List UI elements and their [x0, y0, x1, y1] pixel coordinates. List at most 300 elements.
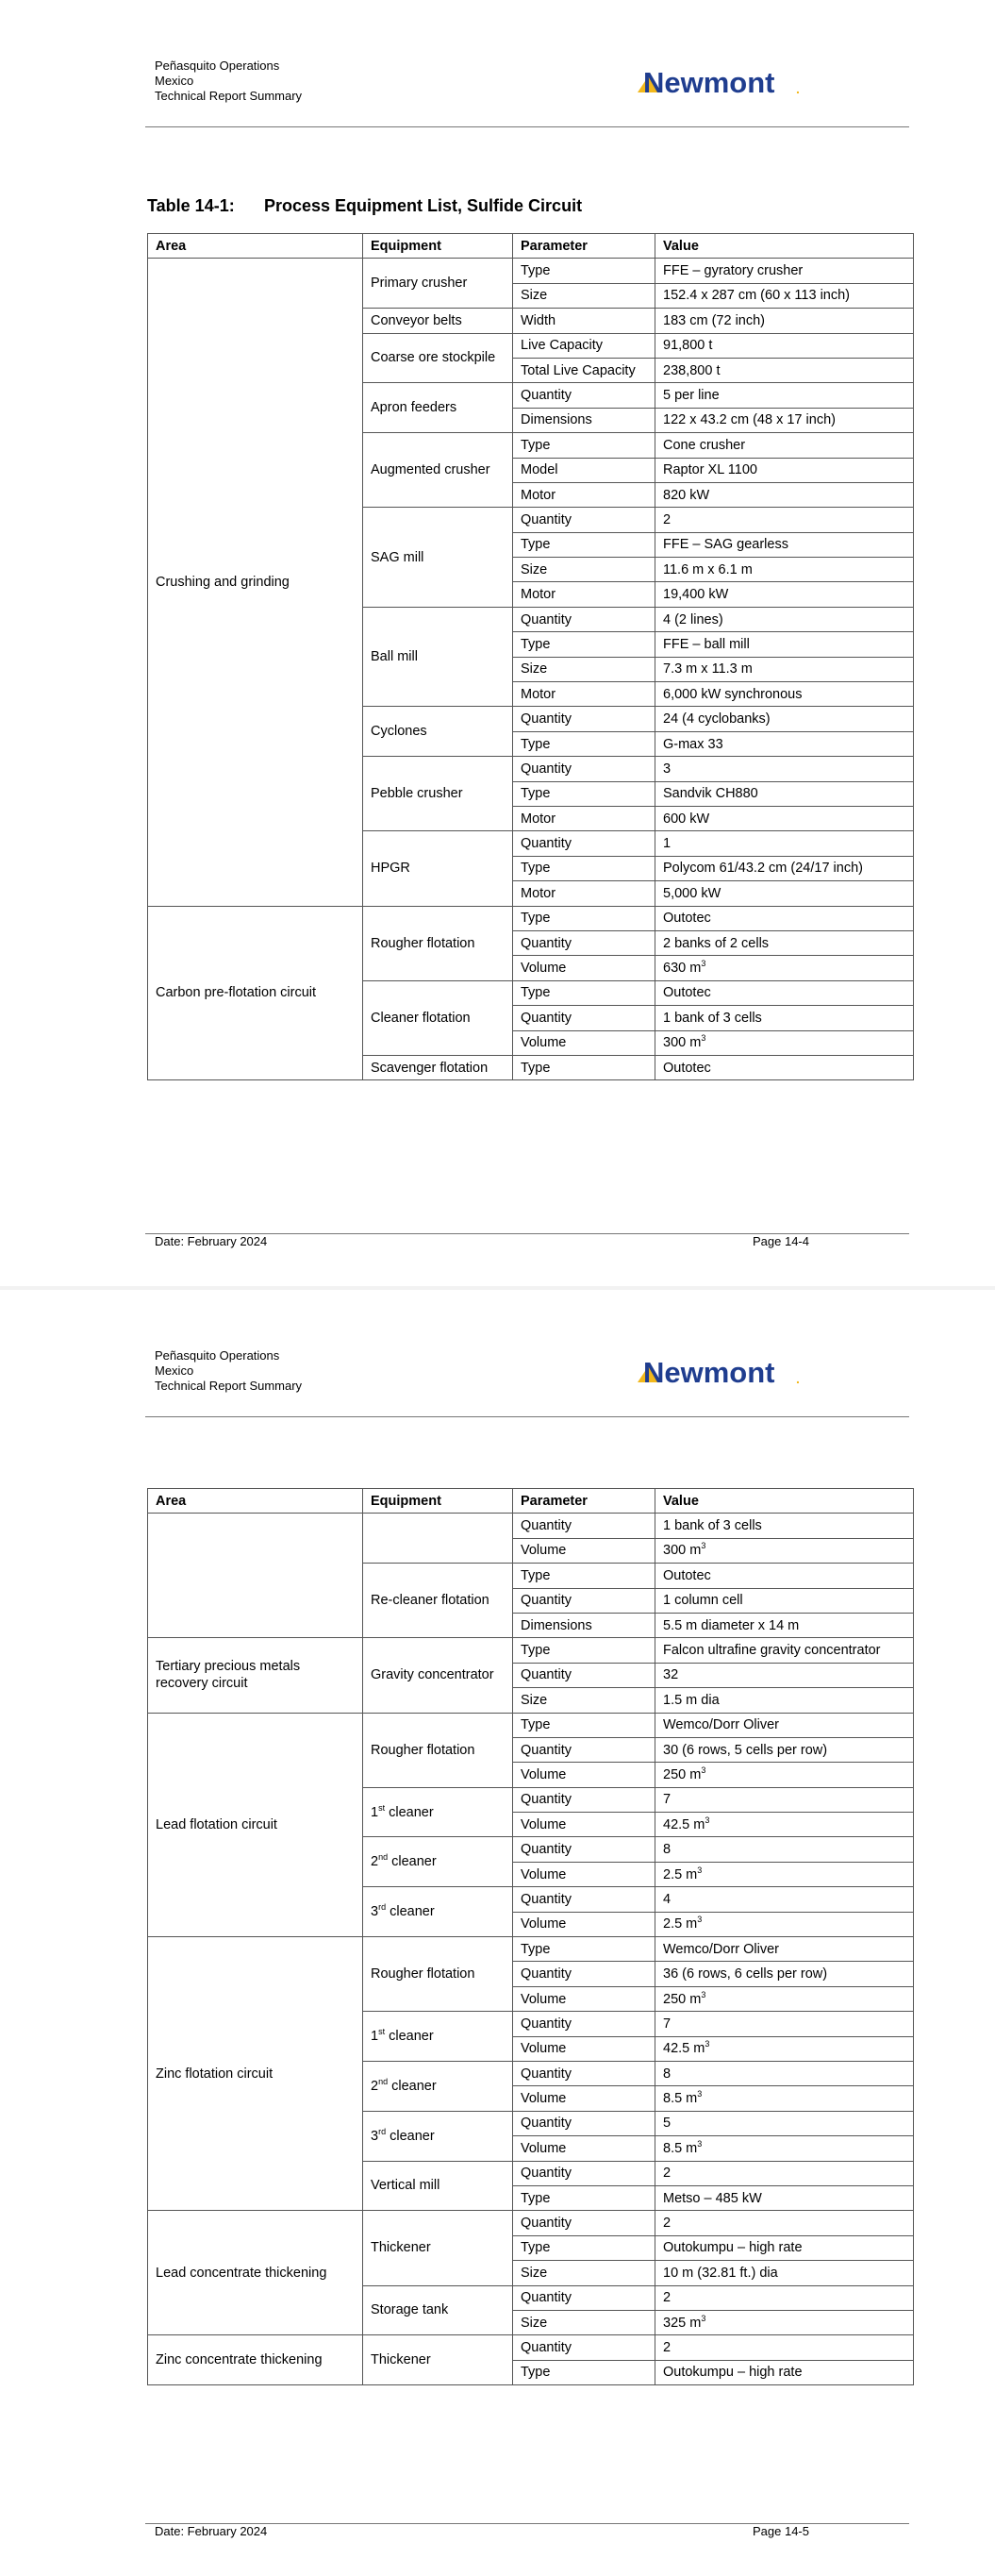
cell-text: 36 (6 rows, 6 cells per row) [663, 1966, 828, 1982]
equipment-table [147, 233, 914, 1080]
header-divider [145, 1416, 909, 1417]
table-cell [655, 2335, 914, 2360]
table-cell [513, 1962, 655, 1986]
cell-text: Type [521, 2240, 551, 2256]
table-cell [148, 259, 363, 906]
cell-text: Dimensions [521, 412, 592, 428]
cell-text: Type [521, 1941, 551, 1957]
table-cell [655, 433, 914, 458]
cell-superscript: 3 [697, 1915, 703, 1925]
table-row [148, 906, 914, 930]
page-header [155, 59, 302, 104]
table-cell [655, 731, 914, 756]
col-header-area: Area [148, 234, 363, 259]
cell-text: 1.5 m dia [663, 1692, 720, 1708]
table-cell [655, 1538, 914, 1563]
cell-text: 7 [663, 2016, 672, 2032]
footer-page-number: Page 14-5 [753, 2524, 809, 2538]
cell-text: Total Live Capacity [521, 362, 636, 378]
table-cell [655, 2285, 914, 2310]
cell-text: Cleaner flotation [371, 1010, 471, 1026]
cell-text: Quantity [521, 1593, 572, 1609]
cell-text: 5 per line [663, 388, 720, 404]
cell-text: 2 banks of 2 cells [663, 935, 770, 951]
table-cell [513, 2360, 655, 2384]
table-cell [655, 980, 914, 1005]
cell-text: 1 [371, 1804, 379, 1820]
cell-text: 820 kW [663, 487, 710, 503]
cell-text: Polycom 61/43.2 cm (24/17 inch) [663, 861, 863, 877]
table-cell [513, 2036, 655, 2061]
table-row [148, 1638, 914, 1663]
table-cell [363, 1787, 513, 1837]
table-row [148, 2335, 914, 2360]
cell-text: Type [521, 437, 551, 453]
table-cell [513, 657, 655, 681]
cell-text: 1 column cell [663, 1593, 743, 1609]
table-cell [148, 1937, 363, 2211]
cell-text: 5.5 m diameter x 14 m [663, 1617, 800, 1633]
cell-text: 8.5 m [663, 2140, 698, 2156]
table-cell [513, 2310, 655, 2334]
cell-text: Outokumpu – high rate [663, 2240, 803, 2256]
cell-text: Quantity [521, 1891, 572, 1907]
table-cell [655, 1564, 914, 1588]
table-cell [655, 1837, 914, 1862]
logo-dot: . [796, 81, 800, 96]
cell-text: Outotec [663, 911, 711, 927]
table-header-row [148, 234, 914, 259]
cell-text: Volume [521, 961, 567, 977]
col-header-parameter: Parameter [513, 1489, 655, 1514]
cell-text: 2.5 m [663, 1866, 698, 1882]
cell-text: Quantity [521, 1667, 572, 1683]
cell-text: Quantity [521, 2339, 572, 2355]
header-company: Peñasquito Operations [155, 59, 280, 73]
cell-text: HPGR [371, 861, 410, 877]
table-cell [513, 482, 655, 507]
col-header-value: Value [655, 234, 914, 259]
cell-text: Outotec [663, 1567, 711, 1583]
table-cell [513, 856, 655, 880]
newmont-logo [638, 1354, 807, 1388]
table-cell [363, 508, 513, 608]
table-cell [513, 1564, 655, 1588]
cell-superscript: 3 [701, 2313, 706, 2323]
table-cell [363, 980, 513, 1055]
cell-text: 2 [371, 2078, 379, 2094]
cell-text: Volume [521, 1866, 567, 1882]
cell-text: 2 [663, 511, 672, 527]
cell-text: Type [521, 1060, 551, 1076]
table-cell [513, 283, 655, 308]
table-cell [363, 1713, 513, 1787]
cell-text: Volume [521, 1035, 567, 1051]
cell-text: 300 m [663, 1035, 702, 1051]
table-cell [655, 1787, 914, 1812]
table-cell [655, 806, 914, 830]
cell-text: Wemco/Dorr Oliver [663, 1941, 779, 1957]
table-cell [655, 383, 914, 408]
table-cell [363, 2285, 513, 2335]
table-cell [655, 607, 914, 631]
cell-text: Rougher flotation [371, 1966, 475, 1982]
cell-superscript: rd [378, 2126, 387, 2136]
equipment-table-continued [147, 1488, 914, 2385]
cell-text: Live Capacity [521, 338, 604, 354]
cell-text: 250 m [663, 1991, 702, 2007]
cell-text: 42.5 m [663, 1816, 705, 1832]
cell-text: Width [521, 312, 556, 328]
cell-text: Rougher flotation [371, 935, 475, 951]
table-cell [513, 2335, 655, 2360]
cell-text: 3 [371, 1904, 379, 1920]
cell-text: Quantity [521, 2290, 572, 2306]
cell-text: 2 [663, 2290, 672, 2306]
cell-text: Apron feeders [371, 400, 457, 416]
cell-text: 8.5 m [663, 2091, 698, 2107]
col-header-value: Value [655, 1489, 914, 1514]
cell-text: Motor [521, 885, 556, 901]
cell-text: Ball mill [371, 649, 418, 665]
table-cell [513, 682, 655, 707]
cell-superscript: 3 [701, 1033, 706, 1044]
cell-text: 7.3 m x 11.3 m [663, 661, 753, 677]
cell-superscript: 3 [701, 1989, 706, 1999]
table-cell [513, 980, 655, 1005]
cell-text: Motor [521, 487, 556, 503]
cell-text: Type [521, 736, 551, 752]
cell-text: Volume [521, 1916, 567, 1932]
footer-page-number: Page 14-4 [753, 1234, 809, 1248]
cell-text-suffix: cleaner [386, 1904, 435, 1920]
cell-text: Tertiary precious metals recovery circuit [156, 1659, 301, 1692]
table-title: Process Equipment List, Sulfide Circuit [264, 196, 583, 215]
cell-text: G-max 33 [663, 736, 723, 752]
cell-text: 5,000 kW [663, 885, 721, 901]
table-cell [655, 259, 914, 283]
table-cell [363, 607, 513, 707]
cell-superscript: rd [378, 1902, 387, 1913]
table-cell [363, 906, 513, 980]
cell-text: Quantity [521, 388, 572, 404]
table-cell [655, 1962, 914, 1986]
cell-text: 5 [663, 2116, 672, 2132]
table-cell [148, 2211, 363, 2335]
col-header-equipment: Equipment [363, 1489, 513, 1514]
cell-text: Cyclones [371, 724, 427, 740]
cell-text: 630 m [663, 961, 702, 977]
table-cell [513, 1638, 655, 1663]
cell-superscript: 3 [705, 1815, 710, 1825]
logo-wordmark: Newmont [643, 66, 775, 98]
table-cell [513, 2211, 655, 2235]
table-cell [148, 1638, 363, 1713]
cell-text: Type [521, 2190, 551, 2206]
table-cell [513, 1006, 655, 1030]
cell-text: 1 [663, 836, 672, 852]
table-cell [513, 1663, 655, 1687]
table-cell [655, 1887, 914, 1912]
table-cell [513, 806, 655, 830]
cell-text: Quantity [521, 511, 572, 527]
table-cell [655, 1763, 914, 1787]
header-report-type: Technical Report Summary [155, 89, 303, 103]
table-cell [363, 383, 513, 433]
table-cell [513, 1713, 655, 1737]
table-cell [655, 1862, 914, 1886]
table-cell [655, 1588, 914, 1613]
table-cell [363, 1937, 513, 2012]
table-cell [655, 482, 914, 507]
table-cell [513, 508, 655, 532]
table-cell [513, 1837, 655, 1862]
table-cell [363, 2335, 513, 2385]
cell-text: Type [521, 861, 551, 877]
table-cell [513, 731, 655, 756]
cell-text: Size [521, 561, 548, 577]
cell-text-suffix: cleaner [386, 2128, 435, 2144]
table-cell [513, 1986, 655, 2011]
table-cell [513, 532, 655, 557]
cell-text: Scavenger flotation [371, 1060, 489, 1076]
cell-text: FFE – SAG gearless [663, 537, 788, 553]
table-cell [363, 2061, 513, 2111]
table-cell [655, 283, 914, 308]
table-cell [363, 1837, 513, 1887]
cell-text: Conveyor belts [371, 312, 462, 328]
table-cell [513, 1514, 655, 1538]
cell-text: 238,800 t [663, 362, 721, 378]
table-cell [513, 707, 655, 731]
table-cell [513, 757, 655, 781]
page-header [155, 1348, 302, 1394]
cell-text: Quantity [521, 836, 572, 852]
header-company: Peñasquito Operations [155, 1348, 280, 1363]
table-cell [655, 333, 914, 358]
cell-text: Volume [521, 2091, 567, 2107]
report-page [0, 1290, 995, 2576]
table-cell [513, 2111, 655, 2135]
cell-text: Falcon ultrafine gravity concentrator [663, 1643, 881, 1659]
table-cell [513, 458, 655, 482]
footer-date: Date: February 2024 [155, 2524, 268, 2538]
newmont-logo [638, 64, 807, 98]
header-report-type: Technical Report Summary [155, 1379, 303, 1393]
cell-text: 2 [371, 1854, 379, 1870]
table-cell [513, 1937, 655, 1962]
cell-text: Lead concentrate thickening [156, 2265, 327, 2281]
cell-text: 11.6 m x 6.1 m [663, 561, 753, 577]
table-cell [148, 1514, 363, 1638]
table-cell [655, 2086, 914, 2111]
table-cell [363, 2111, 513, 2161]
cell-superscript: st [378, 2027, 386, 2037]
cell-text: Quantity [521, 711, 572, 728]
table-cell [513, 607, 655, 631]
table-cell [655, 1912, 914, 1936]
cell-text: 1 [371, 2029, 379, 2045]
cell-text: Quantity [521, 1742, 572, 1758]
cell-text: Rougher flotation [371, 1742, 475, 1758]
cell-text: Crushing and grinding [156, 574, 290, 590]
table-cell [513, 906, 655, 930]
cell-text-suffix: cleaner [388, 2078, 437, 2094]
cell-text: Type [521, 1643, 551, 1659]
table-cell [513, 1887, 655, 1912]
cell-text: Cone crusher [663, 437, 746, 453]
cell-text: FFE – ball mill [663, 636, 750, 652]
table-cell [513, 930, 655, 955]
cell-text: Augmented crusher [371, 462, 490, 478]
table-cell [655, 582, 914, 607]
table-cell [655, 781, 914, 806]
cell-text: Carbon pre-flotation circuit [156, 985, 317, 1001]
table-cell [513, 2136, 655, 2161]
table-cell [513, 1055, 655, 1079]
cell-text: Volume [521, 1766, 567, 1782]
table-cell [655, 2061, 914, 2085]
table-cell [513, 1862, 655, 1886]
col-header-equipment: Equipment [363, 234, 513, 259]
table-cell [513, 781, 655, 806]
cell-text: Volume [521, 2041, 567, 2057]
cell-text: Motor [521, 686, 556, 702]
col-header-parameter: Parameter [513, 234, 655, 259]
table-cell [655, 1937, 914, 1962]
footer-date: Date: February 2024 [155, 1234, 268, 1248]
cell-text: Sandvik CH880 [663, 786, 758, 802]
table-cell [513, 1538, 655, 1563]
table-cell [363, 1514, 513, 1564]
cell-text: Pebble crusher [371, 786, 463, 802]
cell-superscript: 3 [701, 1541, 706, 1551]
table-cell [655, 2235, 914, 2260]
table-cell [655, 831, 914, 856]
cell-text: 1 bank of 3 cells [663, 1518, 762, 1534]
cell-text: Size [521, 2315, 548, 2331]
cell-text: Volume [521, 1816, 567, 1832]
cell-superscript: 3 [697, 2139, 703, 2149]
report-page [0, 0, 995, 1286]
table-row [148, 2211, 914, 2235]
header-country: Mexico [155, 74, 194, 88]
table-cell [363, 333, 513, 383]
cell-text: 600 kW [663, 811, 710, 827]
cell-text: Size [521, 1692, 548, 1708]
table-cell [513, 358, 655, 382]
table-cell [363, 2211, 513, 2285]
cell-text: Gravity concentrator [371, 1667, 494, 1683]
table-body [148, 1514, 914, 2385]
table-cell [655, 532, 914, 557]
table-cell [655, 2161, 914, 2185]
cell-text: 4 [663, 1891, 672, 1907]
cell-text: Zinc flotation circuit [156, 2066, 274, 2082]
table-cell [513, 1737, 655, 1762]
table-cell [363, 2012, 513, 2062]
table-row [148, 1713, 914, 1737]
cell-text: Motor [521, 587, 556, 603]
cell-superscript: 3 [705, 2039, 710, 2049]
table-cell [655, 2136, 914, 2161]
table-cell [148, 906, 363, 1080]
table-cell [655, 2211, 914, 2235]
cell-text: 4 (2 lines) [663, 611, 723, 627]
table-cell [655, 358, 914, 382]
table-cell [655, 1055, 914, 1079]
table-cell [655, 1514, 914, 1538]
cell-superscript: 3 [697, 1865, 703, 1875]
cell-text: 10 m (32.81 ft.) dia [663, 2265, 778, 2281]
cell-text: Type [521, 1717, 551, 1733]
cell-text: 24 (4 cyclobanks) [663, 711, 771, 728]
table-cell [363, 309, 513, 333]
cell-text: Motor [521, 811, 556, 827]
cell-text: 7 [663, 1792, 672, 1808]
table-cell [513, 2086, 655, 2111]
table-cell [655, 856, 914, 880]
table-cell [655, 1638, 914, 1663]
table-cell [513, 558, 655, 582]
table-cell [513, 1030, 655, 1055]
cell-text: 300 m [663, 1543, 702, 1559]
table-cell [655, 309, 914, 333]
cell-text: Quantity [521, 935, 572, 951]
table-cell [513, 433, 655, 458]
table-cell [513, 2161, 655, 2185]
table-cell [513, 881, 655, 906]
cell-text: SAG mill [371, 549, 424, 565]
cell-text: 32 [663, 1667, 679, 1683]
cell-text: FFE – gyratory crusher [663, 263, 804, 279]
table-cell [513, 2061, 655, 2085]
cell-text: 152.4 x 287 cm (60 x 113 inch) [663, 288, 851, 304]
table-cell [513, 1588, 655, 1613]
table-cell [363, 1055, 513, 1079]
table-cell [655, 2310, 914, 2334]
table-cell [363, 1564, 513, 1638]
table-cell [148, 1713, 363, 1937]
table-cell [513, 259, 655, 283]
cell-text: Outotec [663, 1060, 711, 1076]
table-cell [513, 1787, 655, 1812]
cell-text: Type [521, 537, 551, 553]
table-cell [513, 2235, 655, 2260]
cell-text: 2.5 m [663, 1916, 698, 1932]
cell-text: Volume [521, 1543, 567, 1559]
cell-text: Type [521, 786, 551, 802]
logo-dot: . [796, 1371, 800, 1386]
cell-text: Size [521, 661, 548, 677]
cell-text: 3 [371, 2128, 379, 2144]
cell-text: Zinc concentrate thickening [156, 2352, 323, 2368]
table-caption [147, 196, 582, 216]
table-cell [363, 1887, 513, 1937]
cell-text: 8 [663, 1842, 672, 1858]
table-row [148, 259, 914, 283]
table-header-row [148, 1489, 914, 1514]
cell-text: Volume [521, 1991, 567, 2007]
cell-text: Quantity [521, 1966, 572, 1982]
table-cell [655, 1030, 914, 1055]
table-cell [655, 956, 914, 980]
cell-text: 19,400 kW [663, 587, 729, 603]
cell-text: Outokumpu – high rate [663, 2365, 803, 2381]
cell-text: 3 [663, 761, 672, 777]
cell-text: Outotec [663, 985, 711, 1001]
cell-text: 2 [663, 2166, 672, 2182]
